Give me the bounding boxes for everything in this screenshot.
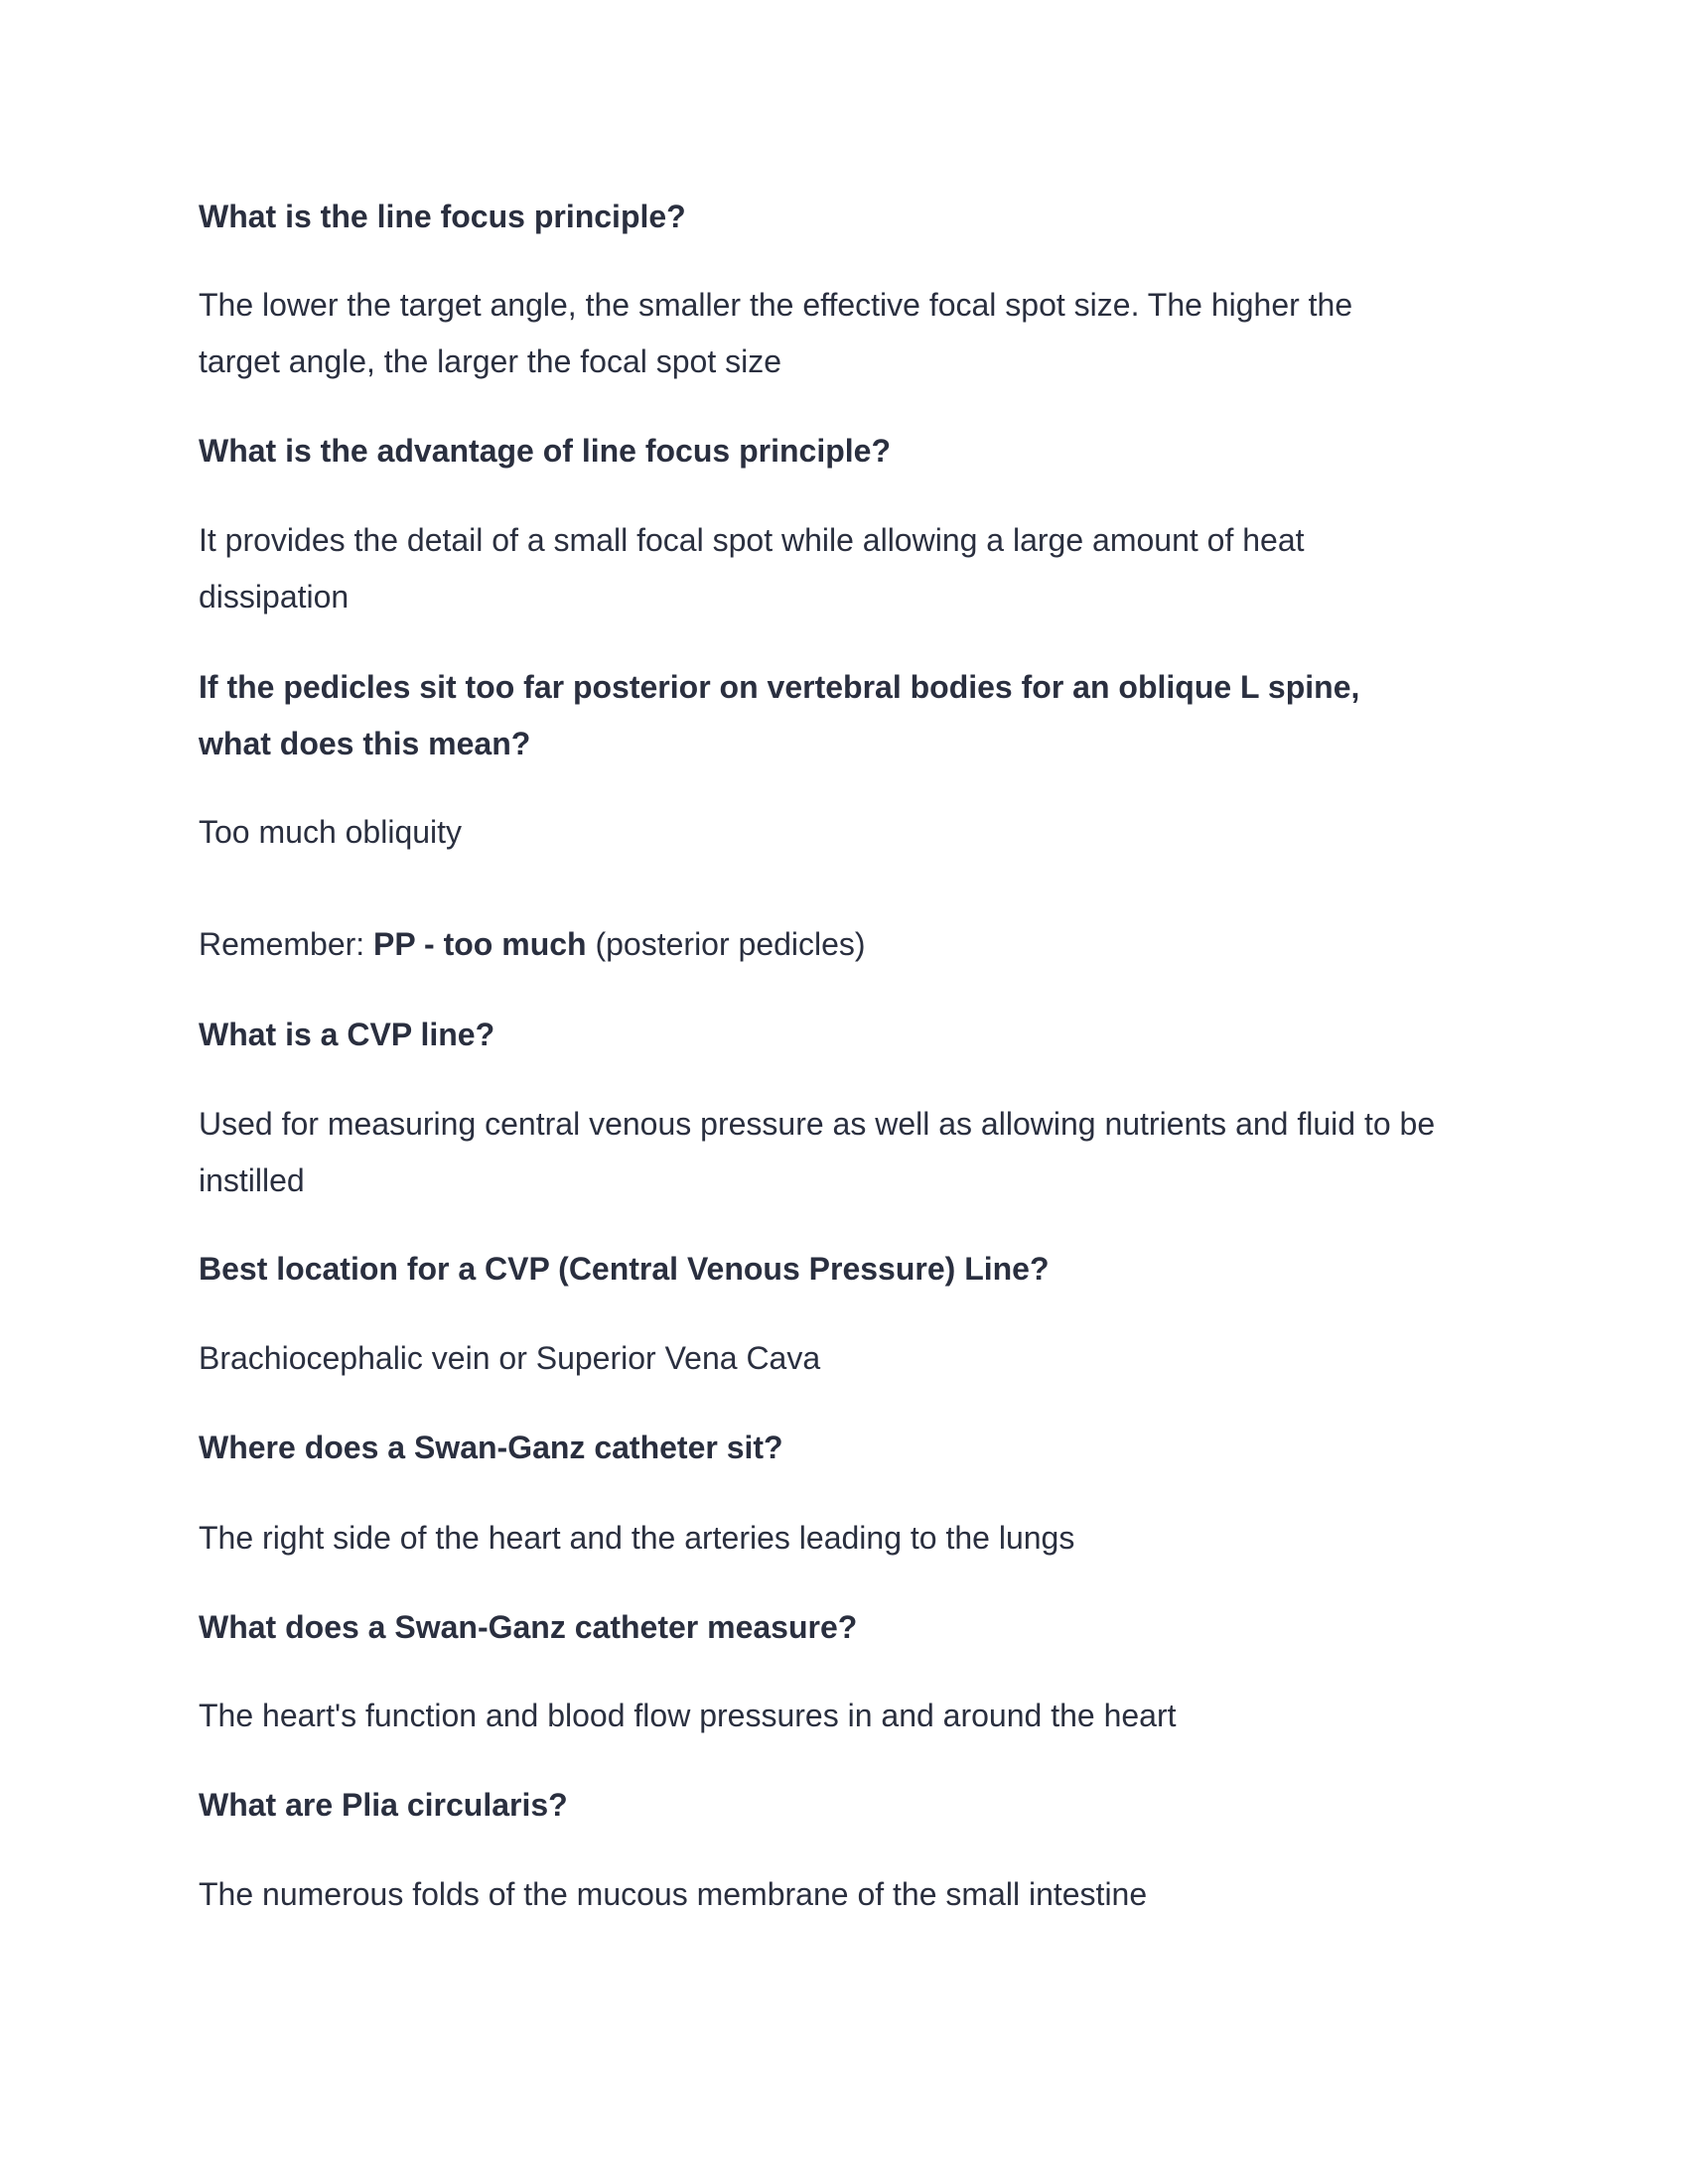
question-heading [199,1599,857,1656]
answer-text [199,1688,1177,1744]
note-suffix: (posterior pedicles) [586,926,866,962]
answer-line: target angle, the larger the focal spot size [199,343,782,379]
answer-text [199,512,1305,625]
answer-text [199,1510,1074,1567]
question-heading [199,189,686,245]
question-heading [199,1007,494,1063]
question-heading [199,1241,1050,1297]
question-heading [199,1420,783,1476]
question-line: What are Plia circularis? [199,1787,568,1823]
question-line: Where does a Swan-Ganz catheter sit? [199,1430,783,1465]
question-line: What is the advantage of line focus principle? [199,433,891,469]
answer-text [199,804,462,861]
answer-line: The lower the target angle, the smaller the effective focal spot size. The higher the [199,287,1353,323]
answer-line: dissipation [199,579,350,614]
question-line: What is a CVP line? [199,1017,495,1052]
answer-line: Brachiocephalic vein or Superior Vena Cava [199,1340,821,1376]
question-heading [199,1777,568,1834]
answer-text [199,1096,1435,1209]
note-bold: PP - too much [373,926,587,962]
answer-text [199,277,1352,390]
answer-line: Too much obliquity [199,814,463,850]
answer-line: The numerous folds of the mucous membrane of the small intestine [199,1876,1148,1912]
question-line: Best location for a CVP (Central Venous Pressure) Line? [199,1251,1050,1287]
answer-line: instilled [199,1162,305,1198]
answer-line: Used for measuring central venous pressure as well as allowing nutrients and fluid to be [199,1106,1436,1142]
answer-text [199,1330,820,1387]
question-heading [199,659,1359,772]
answer-line: It provides the detail of a small focal spot while allowing a large amount of heat [199,522,1305,558]
mnemonic-note [199,916,866,973]
answer-line: The right side of the heart and the arteries leading to the lungs [199,1520,1075,1556]
answer-text [199,1866,1147,1923]
question-line: what does this mean? [199,726,531,761]
question-line: What does a Swan-Ganz catheter measure? [199,1609,858,1645]
question-line: What is the line focus principle? [199,199,686,234]
question-line: If the pedicles sit too far posterior on vertebral bodies for an oblique L spine, [199,669,1360,705]
note-prefix: Remember: [199,926,374,962]
question-heading [199,423,891,479]
answer-line: The heart's function and blood flow pressures in and around the heart [199,1698,1177,1733]
